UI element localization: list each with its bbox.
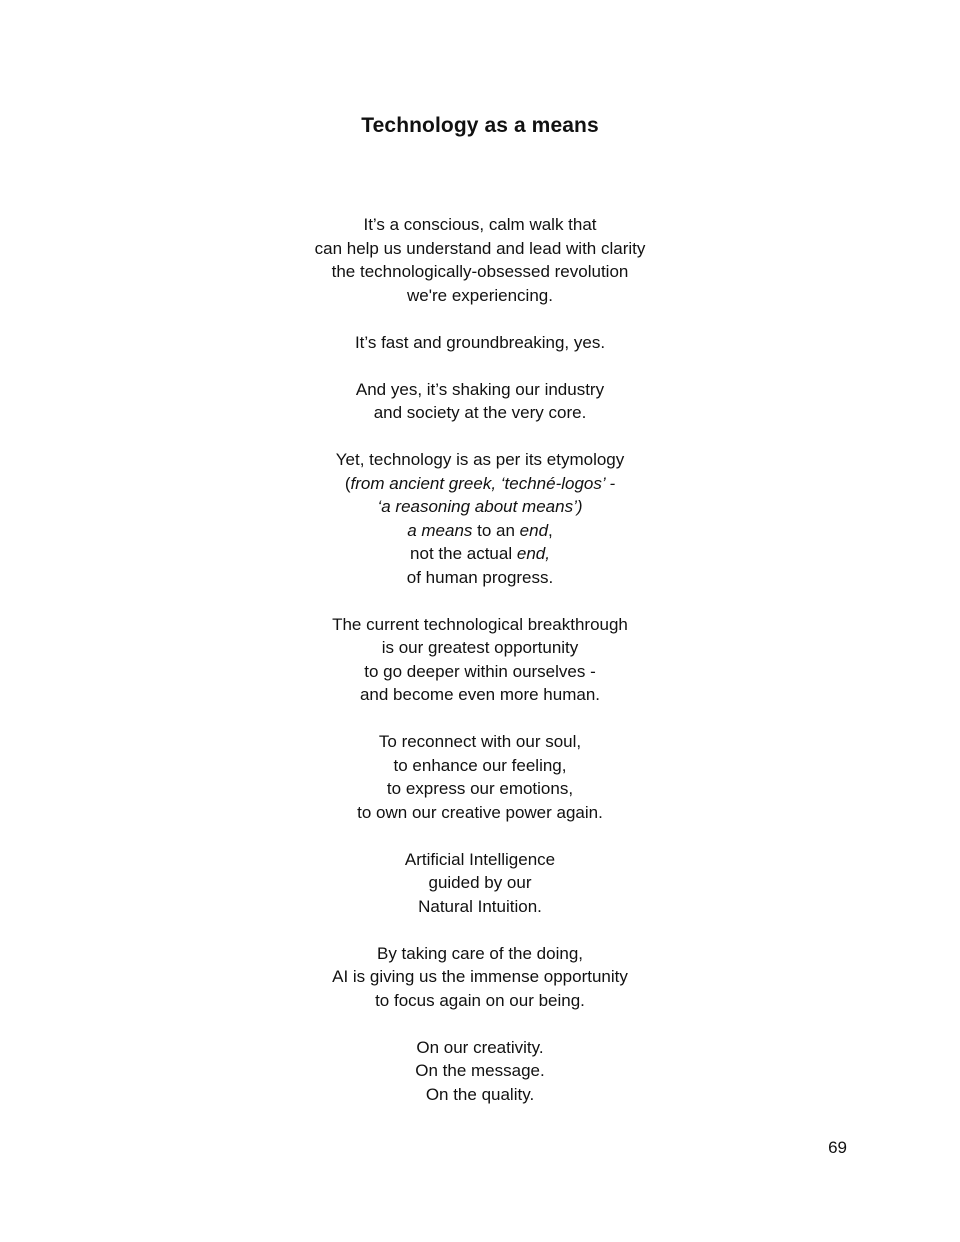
poem-line: can help us understand and lead with clarity — [314, 238, 646, 258]
poem-line: To reconnect with our soul, — [378, 732, 582, 751]
poem-line — [0, 519, 960, 543]
page-number: 69 — [828, 1138, 847, 1157]
poem-line: Yet, technology is as per its etymology — [335, 450, 625, 469]
stanza — [0, 1036, 960, 1107]
poem-line: to own our creative power again. — [357, 802, 603, 822]
plain-text: to an — [472, 520, 520, 540]
stanza — [0, 378, 960, 425]
stanza-etymology — [0, 448, 960, 589]
stanza — [0, 613, 960, 707]
stanza — [0, 730, 960, 824]
poem-line: Natural Intuition. — [418, 896, 542, 916]
poem-line: It’s a conscious, calm walk that — [363, 215, 597, 234]
poem-line: is our greatest opportunity — [381, 638, 579, 657]
poem-line: On the quality. — [425, 1084, 535, 1104]
poem-line: we're experiencing. — [407, 285, 553, 305]
page-title: Technology as a means — [361, 114, 599, 137]
paren-open: ( — [344, 473, 351, 493]
poem-line: and society at the very core. — [373, 403, 587, 422]
poem-line: It’s fast and groundbreaking, yes. — [354, 332, 606, 352]
poem-body — [0, 213, 960, 1130]
stanza — [0, 213, 960, 307]
poem-line: On our creativity. — [416, 1037, 544, 1057]
stanza — [0, 331, 960, 355]
poem-line: Artificial Intelligence — [404, 849, 556, 869]
poem-line: guided by our — [428, 873, 532, 892]
italic-text: ‘a reasoning about means’) — [377, 497, 583, 516]
plain-text: , — [548, 520, 553, 540]
poem-line — [0, 495, 960, 519]
poem-line: The current technological breakthrough — [332, 614, 628, 634]
poem-line: By taking care of the doing, — [376, 943, 584, 963]
poem-line — [0, 542, 960, 566]
poem-line: AI is giving us the immense opportunity — [332, 967, 628, 986]
stanza — [0, 942, 960, 1013]
poem-line: of human progress. — [406, 567, 554, 587]
poem-line: And yes, it’s shaking our industry — [355, 379, 605, 399]
poem-line: On the message. — [415, 1061, 545, 1080]
stanza — [0, 848, 960, 919]
poem-line: to focus again on our being. — [375, 990, 585, 1010]
poem-line — [0, 472, 960, 496]
italic-text: from ancient greek, ‘techné-logos’ - — [350, 473, 616, 493]
plain-text: not the actual — [410, 544, 517, 563]
italic-text: a means — [407, 520, 473, 540]
poem-line: to express our emotions, — [386, 779, 574, 798]
poem-line: to enhance our feeling, — [393, 755, 567, 775]
poem-line: and become even more human. — [359, 685, 601, 704]
poem-line: to go deeper within ourselves - — [364, 661, 596, 681]
poem-line: the technologically-obsessed revolution — [331, 262, 629, 281]
italic-text: end, — [516, 544, 550, 563]
italic-text: end — [519, 520, 549, 540]
